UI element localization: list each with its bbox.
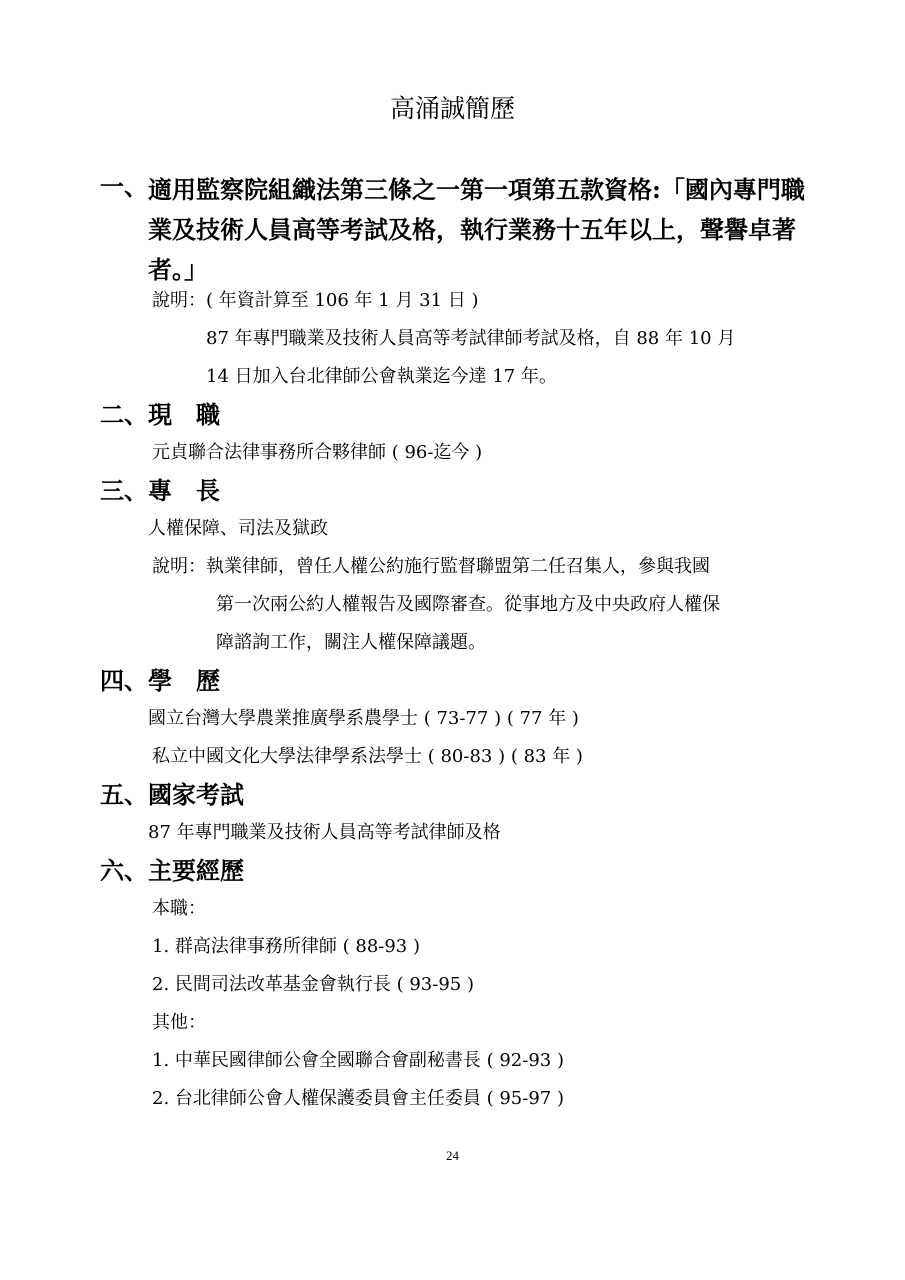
section-6-line: 2. 台北律師公會人權保護委員會主任委員 ( 95-97 ) (152, 1088, 564, 1109)
section-6-number: 六、 (100, 856, 148, 885)
section-2-number: 二、 (100, 400, 148, 429)
section-6-line: 1. 中華民國律師公會全國聯合會副秘書長 ( 92-93 ) (152, 1050, 564, 1071)
section-1-note-line: 14 日加入台北律師公會執業迄今達 17 年。 (206, 366, 557, 387)
section-4-item: 國立台灣大學農業推廣學系農學士 ( 73-77 ) ( 77 年 ) (148, 708, 579, 729)
section-5-heading: 國家考試 (148, 780, 244, 809)
section-4-item: 私立中國文化大學法律學系法學士 ( 80-83 ) ( 83 年 ) (152, 746, 583, 767)
section-6-line: 1. 群高法律事務所律師 ( 88-93 ) (152, 936, 420, 957)
section-3-note-line: 說明：執業律師，曾任人權公約施行監督聯盟第二任召集人，參與我國 (152, 556, 710, 577)
section-5-item: 87 年專門職業及技術人員高等考試律師及格 (148, 822, 501, 843)
section-1-number: 一、 (100, 172, 148, 201)
section-4-heading: 學 歷 (148, 666, 220, 695)
section-3-number: 三、 (100, 476, 148, 505)
section-2-heading: 現 職 (148, 400, 220, 429)
section-3-heading: 專 長 (148, 476, 220, 505)
section-3-note-line: 第一次兩公約人權報告及國際審查。從事地方及中央政府人權保 (216, 594, 720, 615)
section-4-number: 四、 (100, 666, 148, 695)
section-3-note-line: 障諮詢工作，關注人權保障議題。 (216, 632, 486, 653)
section-6-line: 2. 民間司法改革基金會執行長 ( 93-95 ) (152, 974, 474, 995)
section-1-heading-line: 適用監察院組織法第三條之一第一項第五款資格:「國內專門職 (148, 175, 805, 204)
page-number: 24 (446, 1148, 459, 1163)
section-1-heading-line: 者。」 (148, 255, 208, 284)
section-1-heading-line: 業及技術人員高等考試及格，執行業務十五年以上，聲譽卓著 (148, 215, 796, 244)
section-1-heading (148, 170, 818, 290)
section-3-item: 人權保障、司法及獄政 (148, 518, 328, 539)
page-title: 高涌誠簡歷 (389, 94, 515, 123)
section-5-number: 五、 (100, 780, 148, 809)
section-1-note-label: 說明：( 年資計算至 106 年 1 月 31 日 ) (152, 290, 479, 311)
section-1-note-line: 87 年專門職業及技術人員高等考試律師考試及格，自 88 年 10 月 (206, 328, 736, 349)
section-2-item: 元貞聯合法律事務所合夥律師 ( 96-迄今 ) (152, 442, 483, 463)
section-6-line: 本職： (152, 898, 206, 919)
section-6-heading: 主要經歷 (148, 856, 244, 885)
section-6-line: 其他： (152, 1012, 206, 1033)
